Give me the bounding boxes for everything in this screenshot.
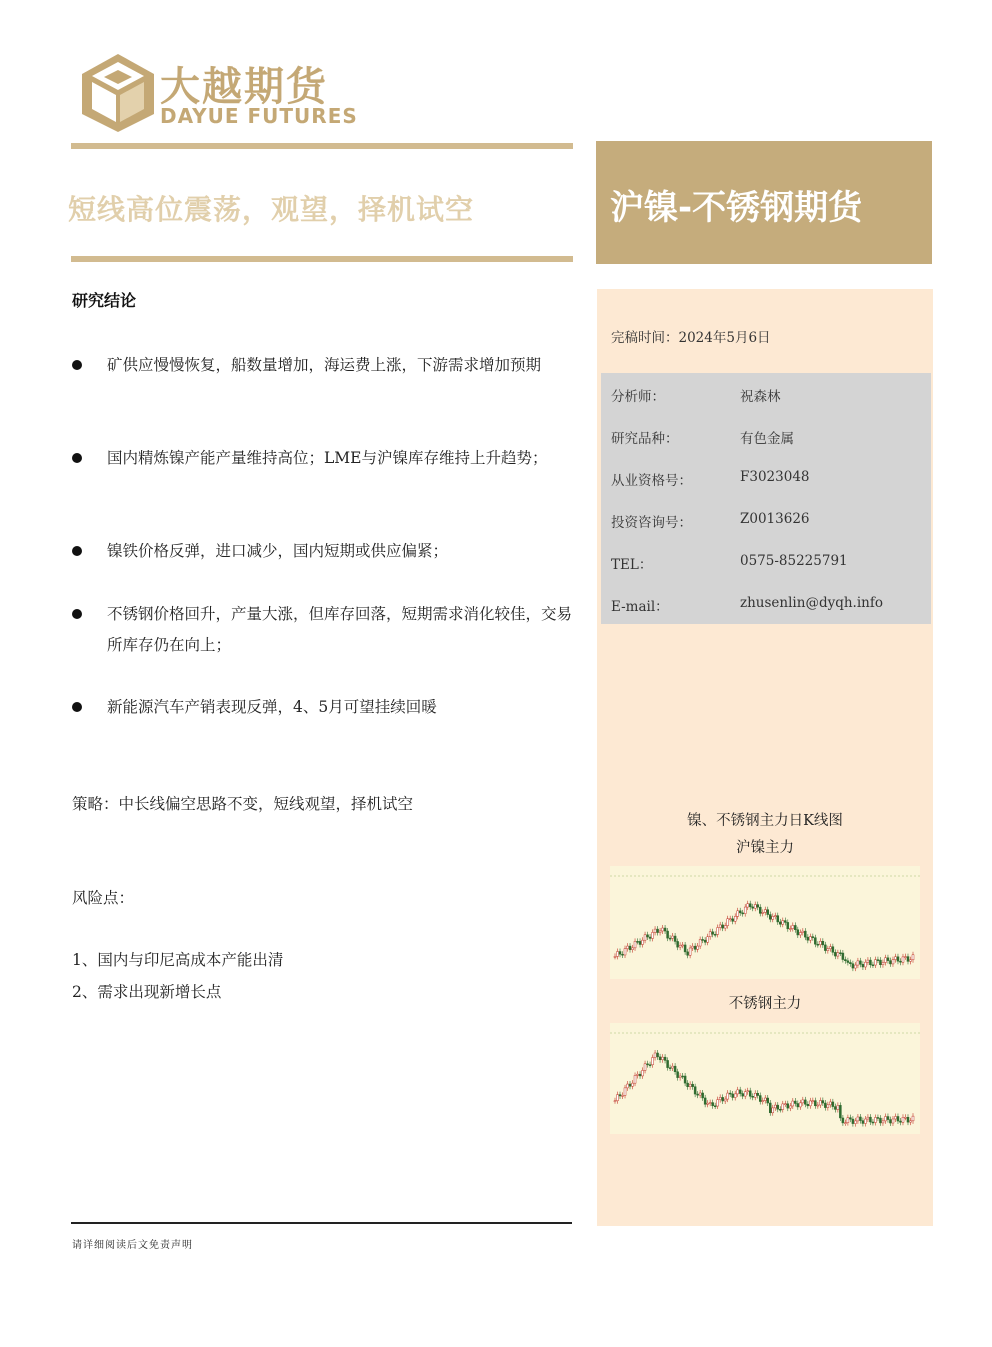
candle-body bbox=[909, 960, 911, 962]
candle-body bbox=[669, 1068, 671, 1069]
candle-body bbox=[672, 1066, 674, 1068]
candle-body bbox=[697, 946, 699, 949]
candle-body bbox=[784, 921, 786, 923]
candle-body bbox=[659, 931, 661, 933]
candle-body bbox=[822, 1101, 824, 1103]
candle-body bbox=[817, 1105, 819, 1106]
charts-title: 镍、不锈钢主力日K线图 bbox=[687, 813, 843, 829]
candle-body bbox=[714, 934, 716, 935]
candle-body bbox=[907, 957, 909, 962]
candle-body bbox=[712, 1103, 714, 1106]
candle-body bbox=[662, 1057, 664, 1060]
bullet-text: 不锈钢价格回升，产量大涨，但库存回落，短期需求消化较佳，交易所库存仍在向上； bbox=[107, 605, 573, 654]
candle-body bbox=[829, 947, 831, 949]
candle-body bbox=[682, 1076, 684, 1077]
candle-body bbox=[694, 946, 696, 949]
candle-body bbox=[834, 952, 836, 956]
candle-body bbox=[642, 940, 644, 944]
candle-body bbox=[732, 1094, 734, 1098]
candle-body bbox=[874, 960, 876, 965]
candle-body bbox=[742, 1094, 744, 1097]
candle-body bbox=[754, 1093, 756, 1097]
candle-body bbox=[834, 1107, 836, 1110]
candle-body bbox=[744, 1092, 746, 1096]
candle-body bbox=[847, 961, 849, 963]
chart2-title: 不锈钢主力 bbox=[728, 996, 802, 1012]
report-title: 短线高位震荡，观望，择机试空 bbox=[68, 193, 475, 226]
candle-body bbox=[882, 1121, 884, 1123]
stainless-kline-chart bbox=[610, 1023, 920, 1134]
candle-body bbox=[779, 1109, 781, 1110]
candle-body bbox=[764, 910, 766, 913]
candle-body bbox=[784, 1104, 786, 1105]
candle-body bbox=[689, 948, 691, 955]
candle-body bbox=[634, 1075, 636, 1083]
candle-body bbox=[719, 1097, 721, 1099]
candle-body bbox=[849, 962, 851, 963]
candle-body bbox=[767, 910, 769, 915]
nickel-kline-chart bbox=[610, 866, 920, 979]
candle-body bbox=[842, 1118, 844, 1123]
candle-body bbox=[682, 945, 684, 946]
brand-name-cn: 大越期货 bbox=[160, 64, 328, 110]
candle-body bbox=[887, 958, 889, 961]
candle-body bbox=[792, 925, 794, 928]
candle-body bbox=[657, 929, 659, 932]
candle-body bbox=[782, 921, 784, 925]
title-bottom-rule bbox=[71, 256, 573, 262]
candle-body bbox=[699, 1093, 701, 1095]
candle-body bbox=[824, 945, 826, 951]
candle-body bbox=[702, 1093, 704, 1098]
candle-body bbox=[889, 961, 891, 964]
candle-body bbox=[824, 1103, 826, 1108]
info-label: 研究品种： bbox=[611, 431, 679, 447]
candle-body bbox=[792, 1101, 794, 1106]
candle-body bbox=[819, 941, 821, 944]
candle-body bbox=[879, 960, 881, 965]
candle-body bbox=[729, 919, 731, 920]
candle-body bbox=[857, 1117, 859, 1121]
candle-body bbox=[862, 964, 864, 967]
candle-body bbox=[742, 913, 744, 914]
candle-body bbox=[832, 1102, 834, 1107]
candle-body bbox=[799, 1103, 801, 1107]
candle-body bbox=[837, 1105, 839, 1109]
candle-body bbox=[884, 958, 886, 963]
info-value: 有色金属 bbox=[740, 431, 794, 447]
candle-body bbox=[757, 905, 759, 908]
candle-body bbox=[864, 962, 866, 967]
candle-body bbox=[717, 1100, 719, 1106]
candle-body bbox=[774, 916, 776, 917]
candle-body bbox=[619, 952, 621, 955]
candle-body bbox=[627, 946, 629, 949]
bullet-dot-icon bbox=[72, 453, 82, 463]
candle-body bbox=[734, 1094, 736, 1098]
candle-body bbox=[907, 1117, 909, 1122]
candle-body bbox=[687, 952, 689, 955]
candle-body bbox=[797, 930, 799, 935]
candle-body bbox=[702, 939, 704, 940]
candle-body bbox=[717, 928, 719, 935]
candle-body bbox=[617, 1095, 619, 1101]
candle-body bbox=[812, 937, 814, 938]
candle-body bbox=[894, 1116, 896, 1119]
candle-body bbox=[777, 1105, 779, 1109]
candle-body bbox=[747, 1091, 749, 1092]
stainless-kline-svg bbox=[610, 1023, 920, 1134]
candle-body bbox=[664, 928, 666, 931]
candle-body bbox=[694, 1087, 696, 1094]
candle-body bbox=[839, 1105, 841, 1118]
conclusion-bullet bbox=[72, 536, 572, 567]
candle-body bbox=[754, 905, 756, 909]
candle-body bbox=[887, 1117, 889, 1120]
candle-body bbox=[839, 953, 841, 954]
candle-body bbox=[727, 1093, 729, 1099]
candle-body bbox=[647, 935, 649, 937]
candle-body bbox=[622, 1095, 624, 1096]
candle-body bbox=[904, 1117, 906, 1118]
candle-body bbox=[772, 1108, 774, 1113]
candle-body bbox=[667, 931, 669, 938]
title-top-rule bbox=[71, 143, 573, 149]
candle-body bbox=[842, 953, 844, 959]
candle-body bbox=[799, 933, 801, 935]
candle-body bbox=[857, 961, 859, 965]
candle-body bbox=[787, 1104, 789, 1108]
bullet-dot-icon bbox=[72, 360, 82, 370]
candle-body bbox=[872, 1122, 874, 1123]
footer-rule bbox=[71, 1222, 572, 1224]
candle-body bbox=[872, 965, 874, 966]
candle-body bbox=[802, 1100, 804, 1103]
candle-body bbox=[772, 916, 774, 919]
candle-body bbox=[794, 1101, 796, 1103]
candle-body bbox=[739, 911, 741, 913]
conclusion-bullet bbox=[72, 599, 572, 661]
candle-body bbox=[732, 919, 734, 922]
candle-body bbox=[759, 1096, 761, 1102]
strategy-text: 策略：中长线偏空思路不变，短线观望，择机试空 bbox=[72, 795, 414, 813]
risk-item: 2、需求出现新增长点 bbox=[72, 983, 222, 1001]
candle-body bbox=[704, 940, 706, 942]
candle-body bbox=[652, 932, 654, 938]
candle-body bbox=[627, 1084, 629, 1088]
candle-body bbox=[814, 938, 816, 945]
candle-body bbox=[862, 1121, 864, 1124]
candle-body bbox=[789, 1106, 791, 1108]
candle-body bbox=[644, 935, 646, 940]
candle-body bbox=[707, 1103, 709, 1104]
info-value: F3023048 bbox=[740, 469, 810, 485]
candle-body bbox=[672, 936, 674, 938]
candle-body bbox=[712, 932, 714, 935]
candle-body bbox=[639, 941, 641, 944]
candle-body bbox=[617, 952, 619, 957]
candle-body bbox=[624, 949, 626, 955]
candle-body bbox=[852, 964, 854, 968]
candle-body bbox=[629, 946, 631, 950]
candle-body bbox=[854, 1121, 856, 1124]
candle-body bbox=[752, 907, 754, 908]
info-value: Z0013626 bbox=[740, 511, 810, 527]
candle-body bbox=[874, 1117, 876, 1122]
candle-body bbox=[829, 1102, 831, 1105]
candle-body bbox=[867, 1117, 869, 1119]
candle-body bbox=[777, 916, 779, 922]
candle-body bbox=[709, 1103, 711, 1104]
brand-name-en: DAYUE FUTURES bbox=[160, 104, 358, 128]
candle-body bbox=[804, 931, 806, 937]
candle-body bbox=[877, 1117, 879, 1118]
candle-body bbox=[632, 948, 634, 950]
candle-body bbox=[859, 961, 861, 964]
candle-body bbox=[722, 925, 724, 928]
candle-body bbox=[749, 904, 751, 907]
candle-body bbox=[779, 922, 781, 924]
candle-body bbox=[912, 955, 914, 960]
bullet-dot-icon bbox=[72, 546, 82, 556]
chart1-title: 沪镍主力 bbox=[736, 840, 794, 856]
candle-body bbox=[774, 1105, 776, 1108]
candle-body bbox=[847, 1118, 849, 1123]
candle-body bbox=[787, 922, 789, 928]
candle-body bbox=[697, 1094, 699, 1095]
conclusion-bullet bbox=[72, 692, 572, 723]
candle-body bbox=[719, 925, 721, 928]
candle-body bbox=[802, 931, 804, 932]
candle-body bbox=[677, 941, 679, 947]
bullet-dot-icon bbox=[72, 702, 82, 712]
candle-body bbox=[642, 1070, 644, 1076]
info-label: E-mail： bbox=[611, 599, 669, 615]
candle-body bbox=[752, 1096, 754, 1097]
candle-body bbox=[859, 1117, 861, 1121]
candle-body bbox=[909, 1121, 911, 1122]
analyst-info-box bbox=[601, 373, 931, 624]
candle-body bbox=[849, 1118, 851, 1119]
candle-body bbox=[782, 1104, 784, 1110]
conclusion-bullet bbox=[72, 443, 572, 474]
candle-body bbox=[724, 926, 726, 929]
candle-body bbox=[664, 1057, 666, 1060]
candle-body bbox=[757, 1093, 759, 1095]
candle-body bbox=[722, 1097, 724, 1101]
candle-body bbox=[902, 957, 904, 962]
footer-disclaimer: 请详细阅读后文免责声明 bbox=[72, 1240, 193, 1251]
candle-body bbox=[729, 1093, 731, 1094]
candle-body bbox=[647, 1064, 649, 1065]
candle-body bbox=[762, 1101, 764, 1102]
candle-body bbox=[629, 1084, 631, 1086]
candle-body bbox=[687, 1083, 689, 1087]
candle-body bbox=[892, 960, 894, 964]
candle-body bbox=[807, 1104, 809, 1106]
candle-body bbox=[902, 1117, 904, 1122]
candle-body bbox=[897, 957, 899, 961]
candle-body bbox=[674, 1066, 676, 1072]
candle-body bbox=[817, 944, 819, 945]
candle-body bbox=[637, 941, 639, 942]
candle-body bbox=[812, 1101, 814, 1102]
candle-body bbox=[767, 1098, 769, 1103]
candle-body bbox=[899, 961, 901, 962]
info-label: 投资咨询号： bbox=[611, 515, 692, 531]
candle-body bbox=[652, 1058, 654, 1065]
candle-body bbox=[669, 938, 671, 939]
candle-body bbox=[879, 1118, 881, 1123]
candle-body bbox=[809, 1101, 811, 1106]
candle-body bbox=[667, 1060, 669, 1067]
candle-body bbox=[822, 941, 824, 945]
candle-body bbox=[897, 1116, 899, 1121]
candle-body bbox=[619, 1095, 621, 1096]
conclusion-bullet bbox=[72, 350, 572, 381]
candle-body bbox=[827, 949, 829, 951]
candle-body bbox=[637, 1074, 639, 1075]
candle-body bbox=[744, 907, 746, 914]
candle-body bbox=[749, 1091, 751, 1097]
candle-body bbox=[649, 937, 651, 938]
bullet-text: 矿供应慢慢恢复，船数量增加，海运费上涨，下游需求增加预期 bbox=[107, 356, 542, 374]
candle-body bbox=[624, 1088, 626, 1096]
bullet-dot-icon bbox=[72, 609, 82, 619]
candle-body bbox=[807, 937, 809, 940]
candle-body bbox=[904, 957, 906, 958]
candle-body bbox=[689, 1084, 691, 1087]
candle-body bbox=[662, 928, 664, 931]
candle-body bbox=[762, 912, 764, 913]
candle-body bbox=[844, 960, 846, 961]
candle-body bbox=[692, 1084, 694, 1086]
bullet-text: 国内精炼镍产能产量维持高位；LME与沪镍库存维持上升趋势； bbox=[107, 449, 548, 467]
candle-body bbox=[769, 915, 771, 920]
candle-body bbox=[804, 1100, 806, 1104]
candle-body bbox=[759, 907, 761, 913]
info-value: zhusenlin@dyqh.info bbox=[740, 595, 883, 611]
candle-body bbox=[889, 1120, 891, 1123]
candle-body bbox=[747, 904, 749, 907]
candle-body bbox=[679, 1076, 681, 1078]
candle-body bbox=[837, 953, 839, 956]
candle-body bbox=[654, 929, 656, 932]
candle-body bbox=[709, 932, 711, 937]
candle-body bbox=[614, 1101, 616, 1102]
candle-body bbox=[739, 1090, 741, 1094]
candle-body bbox=[832, 947, 834, 953]
risk-item: 1、国内与印尼高成本产能出清 bbox=[72, 951, 284, 969]
candle-body bbox=[684, 1076, 686, 1083]
candle-body bbox=[727, 919, 729, 926]
candle-body bbox=[649, 1065, 651, 1066]
candle-body bbox=[674, 936, 676, 941]
candle-body bbox=[819, 1101, 821, 1105]
info-label: TEL： bbox=[611, 557, 653, 573]
candle-body bbox=[844, 1123, 846, 1124]
completion-date: 完稿时间：2024年5月6日 bbox=[611, 330, 771, 346]
candle-body bbox=[737, 911, 739, 917]
candle-body bbox=[809, 937, 811, 941]
candle-body bbox=[734, 916, 736, 921]
candle-body bbox=[679, 945, 681, 947]
candle-body bbox=[869, 960, 871, 965]
candle-body bbox=[769, 1103, 771, 1113]
candle-body bbox=[707, 937, 709, 943]
candle-body bbox=[864, 1119, 866, 1123]
candle-body bbox=[677, 1072, 679, 1078]
candle-body bbox=[867, 960, 869, 962]
header-title: 沪镍-不锈钢期货 bbox=[610, 188, 863, 228]
candle-body bbox=[869, 1117, 871, 1122]
candle-body bbox=[692, 946, 694, 948]
info-label: 从业资格号： bbox=[611, 473, 692, 489]
candle-body bbox=[894, 957, 896, 960]
candle-body bbox=[644, 1064, 646, 1071]
candle-body bbox=[899, 1121, 901, 1122]
bullet-text: 新能源汽车产销表现反弹，4、5月可望挂续回暖 bbox=[107, 698, 437, 716]
candle-body bbox=[724, 1099, 726, 1101]
info-value: 0575-85225791 bbox=[740, 553, 848, 569]
candle-body bbox=[764, 1098, 766, 1101]
candle-body bbox=[827, 1105, 829, 1108]
candle-body bbox=[622, 954, 624, 955]
candle-body bbox=[814, 1101, 816, 1106]
candle-body bbox=[794, 925, 796, 929]
candle-body bbox=[699, 939, 701, 946]
candle-body bbox=[877, 960, 879, 961]
candle-body bbox=[659, 1057, 661, 1060]
candle-body bbox=[892, 1119, 894, 1123]
candle-body bbox=[854, 965, 856, 968]
risk-heading: 风险点： bbox=[72, 889, 135, 907]
bullet-text: 镍铁价格反弹，进口减少，国内短期或供应偏紧； bbox=[107, 542, 449, 560]
info-label: 分析师： bbox=[611, 389, 665, 405]
candle-body bbox=[882, 962, 884, 964]
candle-body bbox=[789, 929, 791, 930]
candle-body bbox=[737, 1090, 739, 1094]
conclusion-heading: 研究结论 bbox=[72, 291, 137, 310]
candle-body bbox=[852, 1119, 854, 1124]
candle-body bbox=[657, 1053, 659, 1057]
nickel-kline-svg bbox=[610, 866, 920, 979]
candle-body bbox=[632, 1083, 634, 1086]
candle-body bbox=[614, 956, 616, 957]
candle-body bbox=[797, 1103, 799, 1106]
candle-body bbox=[912, 1116, 914, 1121]
candle-body bbox=[634, 941, 636, 948]
candle-body bbox=[684, 945, 686, 952]
candle-body bbox=[654, 1053, 656, 1058]
candle-body bbox=[704, 1098, 706, 1104]
info-value: 祝森林 bbox=[740, 389, 781, 405]
candle-body bbox=[884, 1117, 886, 1121]
candle-body bbox=[714, 1106, 716, 1107]
candle-body bbox=[639, 1074, 641, 1076]
